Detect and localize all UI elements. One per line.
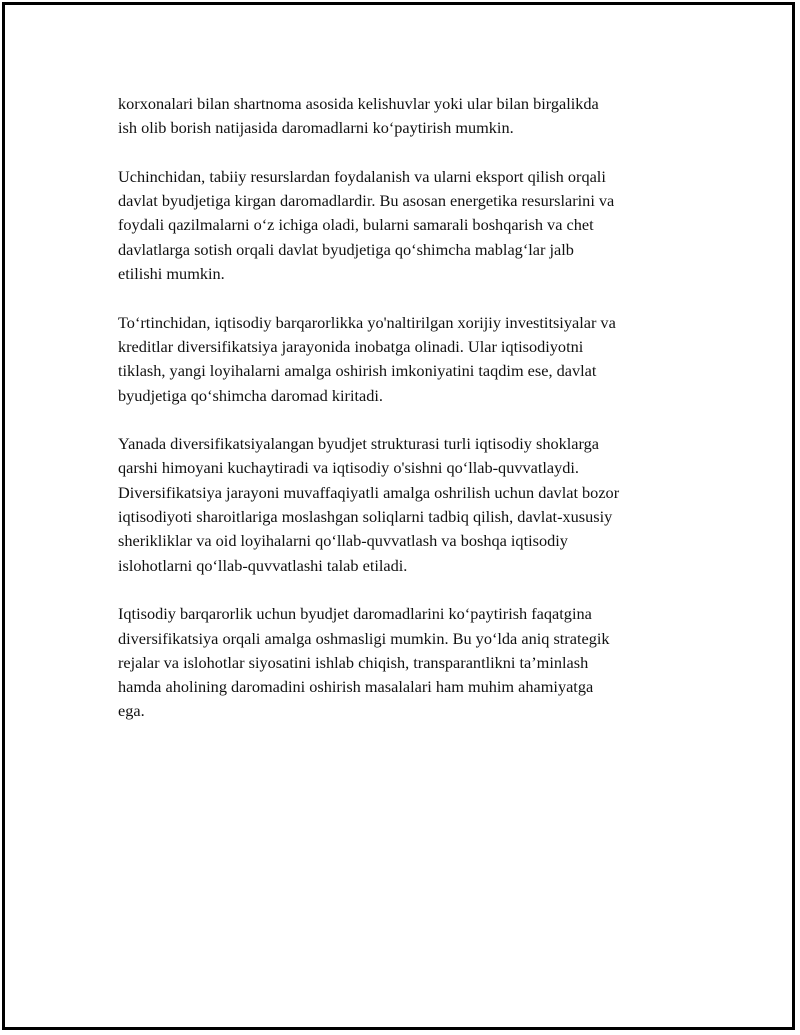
text-line: korxonalari bilan shartnoma asosida kelishuvlar yoki ular bilan birgalikda <box>118 94 599 113</box>
text-line: qarshi himoyani kuchaytiradi va iqtisodiy o'sishni qo‘llab-quvvatlaydi. <box>118 458 579 478</box>
paragraph-5 <box>118 602 698 723</box>
text-line: etilishi mumkin. <box>118 264 225 284</box>
text-line: ega. <box>118 701 145 721</box>
text-line: sherikliklar va oid loyihalarni qo‘llab-quvvatlash va boshqa iqtisodiy <box>118 531 568 551</box>
text-line: Iqtisodiy barqarorlik uchun byudjet daromadlarini ko‘paytirish faqatgina <box>118 604 592 624</box>
text-line: islohotlarni qo‘llab-quvvatlashi talab etiladi. <box>118 555 408 575</box>
document-body <box>118 92 698 748</box>
text-line: Diversifikatsiya jarayoni muvaffaqiyatli amalga oshrilish uchun davlat bozor <box>118 482 620 502</box>
text-line: kreditlar diversifikatsiya jarayonida inobatga olinadi. Ular iqtisodiyotni <box>118 336 584 356</box>
paragraph-2 <box>118 165 698 286</box>
paragraph-4 <box>118 432 698 578</box>
text-line: Uchinchidan, tabiiy resurslardan foydalanish va ularni eksport qilish orqali <box>118 166 606 186</box>
paragraph-3 <box>118 311 698 408</box>
paragraph-1 <box>118 92 698 141</box>
text-line: davlatlarga sotish orqali davlat byudjetiga qo‘shimcha mablag‘lar jalb <box>118 239 574 259</box>
text-line: ish olib borish natijasida daromadlarni ko‘paytirish mumkin. <box>118 118 514 138</box>
text-line: davlat byudjetiga kirgan daromadlardir. Bu asosan energetika resurslarini va <box>118 191 615 211</box>
text-line: Yanada diversifikatsiyalangan byudjet strukturasi turli iqtisodiy shoklarga <box>118 434 599 454</box>
text-line: rejalar va islohotlar siyosatini ishlab chiqish, transparantlikni ta’minlash <box>118 652 589 672</box>
text-line: iqtisodiyoti sharoitlariga moslashgan soliqlarni tadbiq qilish, davlat-xususiy <box>118 507 613 527</box>
text-line: byudjetiga qo‘shimcha daromad kiritadi. <box>118 385 383 405</box>
text-line: To‘rtinchidan, iqtisodiy barqarorlikka yo'naltirilgan xorijiy investitsiyalar va <box>118 312 616 332</box>
text-line: foydali qazilmalarni o‘z ichiga oladi, bularni samarali boshqarish va chet <box>118 215 594 235</box>
text-line: diversifikatsiya orqali amalga oshmasligi mumkin. Bu yo‘lda aniq strategik <box>118 628 610 648</box>
text-line: tiklash, yangi loyihalarni amalga oshirish imkoniyatini taqdim ese, davlat <box>118 361 597 381</box>
text-line: hamda aholining daromadini oshirish masalalari ham muhim ahamiyatga <box>118 677 594 697</box>
